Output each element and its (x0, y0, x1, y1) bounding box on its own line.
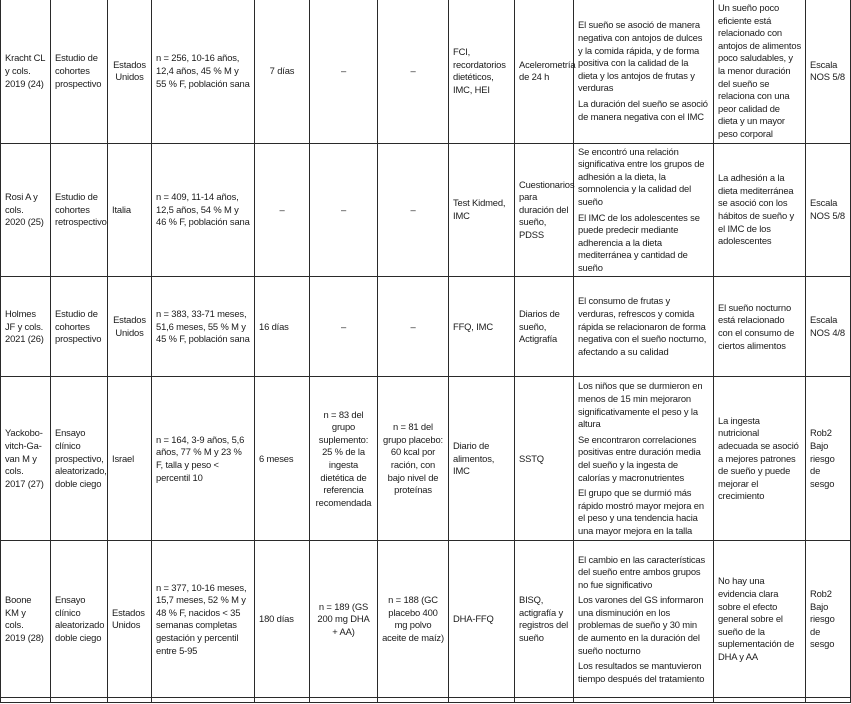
table-row-cutoff (1, 698, 851, 703)
quality-cell: Escala NOS 5/8 (806, 0, 851, 143)
diet-tool-cell: Diario de alimentos, IMC (449, 377, 515, 541)
author-cell: Rosi A y cols. 2020 (25) (1, 143, 51, 277)
control-cell: – (378, 143, 449, 277)
result-paragraph: La duración del sueño se asoció de manera negativa con el IMC (578, 97, 708, 122)
results-cell (574, 377, 714, 541)
quality-cell: Escala NOS 5/8 (806, 143, 851, 277)
result-paragraph: Los varones del GS informaron una disminución en los problemas de sueño y 30 min de aumento en la duración del sueño nocturno (578, 594, 704, 656)
conclusion-cell: Un sueño poco eficiente está relacionado con antojos de alimentos poco saludables, y la menor duración del sueño se relaciona con una peor calidad de dieta y un mayor peso corporal (714, 0, 806, 143)
empty-cell (714, 698, 806, 703)
empty-cell (152, 698, 255, 703)
results-cell (574, 0, 714, 143)
duration-cell: – (255, 143, 310, 277)
country-cell: Italia (108, 143, 152, 277)
results-cell (574, 143, 714, 277)
empty-cell (108, 698, 152, 703)
conclusion-cell: El sueño nocturno está relacionado con el consumo de ciertos alimentos (714, 277, 806, 377)
author-cell: Yackobo-vitch-Ga-van M y cols. 2017 (27) (1, 377, 51, 541)
empty-cell (806, 698, 851, 703)
diet-tool-cell: FFQ, IMC (449, 277, 515, 377)
country-cell: Israel (108, 377, 152, 541)
intervention-cell: n = 189 (GS 200 mg DHA + AA) (310, 541, 378, 698)
quality-cell: Escala NOS 4/8 (806, 277, 851, 377)
sleep-tool-cell: Acelerometría de 24 h (515, 0, 574, 143)
control-cell: – (378, 0, 449, 143)
author-cell: Holmes JF y cols. 2021 (26) (1, 277, 51, 377)
conclusion-cell: La ingesta nutricional adecuada se asoció a mejores patrones de sueño y puede mejorar el crecimiento (714, 377, 806, 541)
result-paragraph: Los niños que se durmieron en menos de 15 min mejoraron significativamente el peso y la altura (578, 380, 703, 430)
empty-cell (51, 698, 108, 703)
empty-cell (378, 698, 449, 703)
empty-cell (449, 698, 515, 703)
duration-cell: 6 meses (255, 377, 310, 541)
table-row (1, 0, 851, 143)
empty-cell (310, 698, 378, 703)
sample-cell: n = 383, 33-71 meses, 51,6 meses, 55 % M y 45 % F, población sana (152, 277, 255, 377)
author-cell: Boone KM y cols. 2019 (28) (1, 541, 51, 698)
result-paragraph: Se encontró una relación significativa entre los grupos de adhesión a la dieta, la somnolencia y la calidad del sueño (578, 145, 705, 207)
table-row (1, 377, 851, 541)
sample-cell: n = 409, 11-14 años, 12,5 años, 54 % M y 46 % F, población sana (152, 143, 255, 277)
sample-cell: n = 377, 10-16 meses, 15,7 meses, 52 % M y 48 % F, nacidos < 35 semanas completas gestación y percentil entre 5-95 (152, 541, 255, 698)
duration-cell: 180 días (255, 541, 310, 698)
quality-cell: Rob2 Bajo riesgo de sesgo (806, 541, 851, 698)
result-paragraph: El IMC de los adolescentes se puede predecir mediante adherencia a la dieta mediterránea y cantidad de sueño (578, 211, 700, 273)
intervention-cell: n = 83 del grupo suplemento: 25 % de la ingesta dietética de referencia recomendada (310, 377, 378, 541)
intervention-cell: – (310, 143, 378, 277)
design-cell: Ensayo clínico aleatorizado doble ciego (51, 541, 108, 698)
empty-cell (1, 698, 51, 703)
result-paragraph: El sueño se asoció de manera negativa con antojos de dulces y la comida rápida, y de forma positiva con la calidad de la dieta y los antojos de frutas y verduras (578, 19, 703, 94)
quality-cell: Rob2 Bajo riesgo de sesgo (806, 377, 851, 541)
control-cell: – (378, 277, 449, 377)
conclusion-cell: No hay una evidencia clara sobre el efecto general sobre el sueño de la suplementación de DHA y AA (714, 541, 806, 698)
result-paragraph: El grupo que se durmió más rápido mostró mayor mejora en el peso y una tendencia hacia una mayor mejora en la talla (578, 487, 704, 536)
results-cell (574, 277, 714, 377)
table-row (1, 277, 851, 377)
duration-cell: 7 días (255, 0, 310, 143)
conclusion-cell: La adhesión a la dieta mediterránea se asoció con los hábitos de sueño y el IMC de los adolescentes (714, 143, 806, 277)
table-row (1, 143, 851, 277)
result-paragraph: Se encontraron correlaciones positivas entre duración media del sueño y la ingesta de calorías y macronutrientes (578, 433, 701, 483)
table-row (1, 541, 851, 698)
result-paragraph: Los resultados se mantuvieron tiempo después del tratamiento (578, 660, 705, 684)
diet-tool-cell: Test Kidmed, IMC (449, 143, 515, 277)
sleep-tool-cell: SSTQ (515, 377, 574, 541)
country-cell: Estados Unidos (108, 541, 152, 698)
diet-tool-cell: DHA-FFQ (449, 541, 515, 698)
intervention-cell: – (310, 0, 378, 143)
empty-cell (574, 698, 714, 703)
design-cell: Ensayo clínico prospectivo, aleatorizado, doble ciego (51, 377, 108, 541)
sleep-tool-cell: Cuestionarios para duración del sueño, PDSS (515, 143, 574, 277)
control-cell: n = 188 (GC placebo 400 mg polvo aceite de maíz) (378, 541, 449, 698)
author-cell: Kracht CL y cols. 2019 (24) (1, 0, 51, 143)
empty-cell (255, 698, 310, 703)
country-cell: Estados Unidos (108, 277, 152, 377)
country-cell: Estados Unidos (108, 0, 152, 143)
sleep-tool-cell: BISQ, actigrafía y registros del sueño (515, 541, 574, 698)
sample-cell: n = 256, 10-16 años, 12,4 años, 45 % M y 55 % F, población sana (152, 0, 255, 143)
control-cell: n = 81 del grupo placebo: 60 kcal por ración, con bajo nivel de proteínas (378, 377, 449, 541)
sleep-tool-cell: Diarios de sueño, Actigrafía (515, 277, 574, 377)
design-cell: Estudio de cohortes prospectivo (51, 0, 108, 143)
diet-tool-cell: FCI, recordatorios dietéticos, IMC, HEI (449, 0, 515, 143)
result-paragraph: El consumo de frutas y verduras, refrescos y comida rápida se relacionaron de forma negativa con el sueño nocturno, afectando a su calidad (578, 295, 707, 357)
result-paragraph: El cambio en las características del sueño entre ambos grupos no fue significativo (578, 553, 706, 590)
results-cell (574, 541, 714, 698)
design-cell: Estudio de cohortes retrospectivo (51, 143, 108, 277)
duration-cell: 16 días (255, 277, 310, 377)
intervention-cell: – (310, 277, 378, 377)
empty-cell (515, 698, 574, 703)
design-cell: Estudio de cohortes prospectivo (51, 277, 108, 377)
sample-cell: n = 164, 3-9 años, 5,6 años, 77 % M y 23 % F, talla y peso < percentil 10 (152, 377, 255, 541)
